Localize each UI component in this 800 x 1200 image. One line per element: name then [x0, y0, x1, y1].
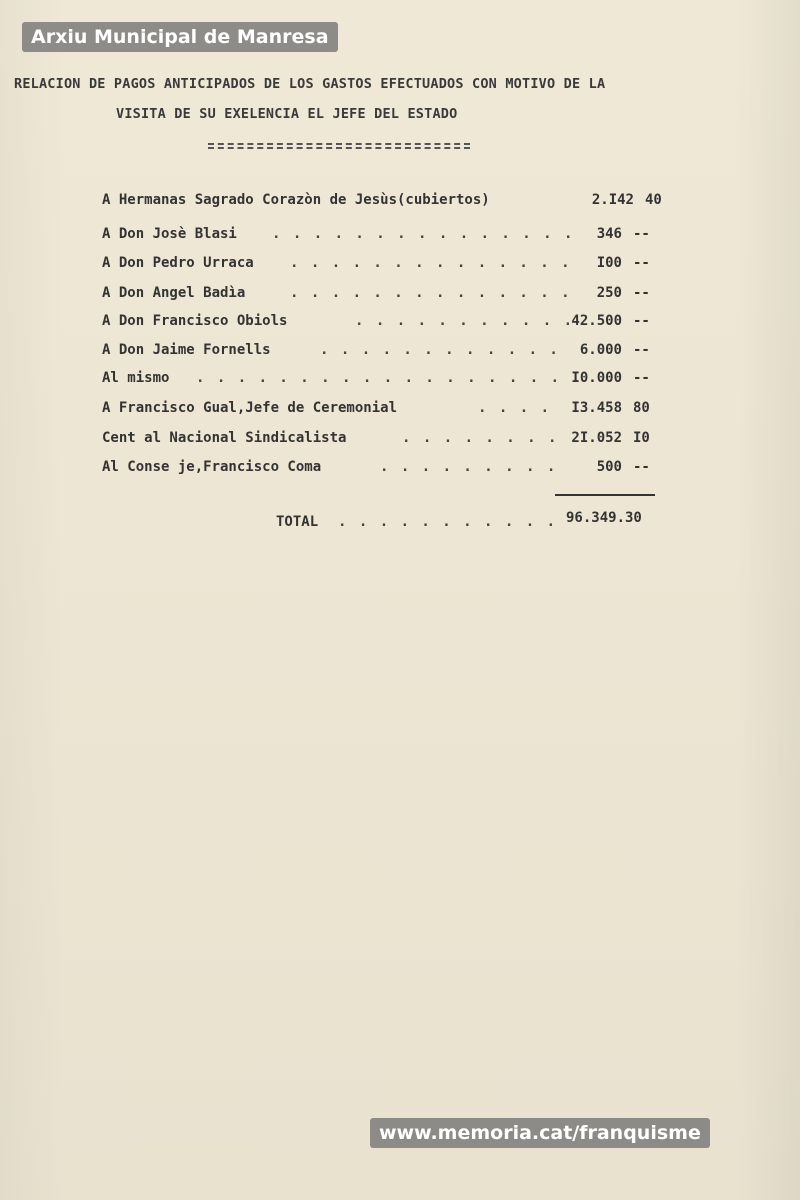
- website-watermark: www.memoria.cat/franquisme: [370, 1118, 710, 1148]
- payment-row: [0, 255, 800, 279]
- payment-amount: 250: [596, 285, 622, 301]
- total-label: TOTAL: [276, 514, 319, 530]
- payment-amount: 346: [596, 226, 622, 242]
- payment-recipient: A Francisco Gual,Jefe de Ceremonial: [102, 400, 398, 416]
- payment-amount: I0.000: [571, 370, 622, 386]
- title-underline: [208, 143, 470, 149]
- dot-leader: . . . .: [478, 400, 552, 416]
- payment-recipient: A Don Pedro Urraca: [102, 255, 254, 271]
- payment-amount: 500: [596, 459, 622, 475]
- total-amount: 96.349.30: [566, 510, 642, 526]
- payment-amount: I00: [596, 255, 622, 271]
- payment-cents: --: [633, 313, 650, 329]
- payment-row: [0, 313, 800, 337]
- payment-cents: 80: [633, 400, 650, 416]
- payment-cents: I0: [633, 430, 650, 446]
- payment-recipient: Al Conse je,Francisco Coma: [102, 459, 322, 475]
- payment-amount: 6.000: [579, 342, 622, 358]
- payment-cents: --: [633, 459, 650, 475]
- dot-leader: . . . . . . . .: [402, 430, 559, 446]
- dot-leader: . . . . . . . . . . .: [355, 313, 575, 329]
- payment-row: [0, 285, 800, 309]
- payment-recipient: Cent al Nacional Sindicalista: [102, 430, 347, 446]
- payment-amount: 42.500: [571, 313, 622, 329]
- payment-amount: I3.458: [571, 400, 622, 416]
- payment-row: [0, 342, 800, 366]
- payment-cents: --: [633, 370, 650, 386]
- dot-leader: . . . . . . . . . . . . . .: [290, 285, 572, 301]
- document-title-line-2: VISITA DE SU EXELENCIA EL JEFE DEL ESTADO: [116, 106, 458, 122]
- payment-recipient: A Don Francisco Obiols: [102, 313, 288, 329]
- payment-cents: --: [633, 226, 650, 242]
- payment-row: [0, 459, 800, 483]
- dot-leader: . . . . . . . . . . . . . . . . . . .: [196, 370, 582, 386]
- payment-recipient: Al mismo: [102, 370, 170, 386]
- dot-leader: . . . . . . . . . . . . . . .: [272, 226, 575, 242]
- payment-cents: --: [633, 342, 650, 358]
- payment-recipient: A Don Jaime Fornells: [102, 342, 271, 358]
- payment-amount: 2.I42: [591, 192, 634, 208]
- archive-watermark: Arxiu Municipal de Manresa: [22, 22, 338, 52]
- dot-leader: . . . . . . . . .: [380, 459, 558, 475]
- payment-cents: --: [633, 255, 650, 271]
- total-underline: [555, 494, 655, 496]
- payment-cents: 40: [645, 192, 662, 208]
- payment-row: [0, 370, 800, 394]
- payment-recipient: A Don Angel Badìa: [102, 285, 246, 301]
- payment-amount: 2I.052: [571, 430, 622, 446]
- payment-row: [0, 226, 800, 250]
- payment-recipient: A Don Josè Blasi: [102, 226, 237, 242]
- payment-cents: --: [633, 285, 650, 301]
- document-title-line-1: RELACION DE PAGOS ANTICIPADOS DE LOS GASTOS EFECTUADOS CON MOTIVO DE LA: [14, 76, 606, 92]
- payment-row: [0, 430, 800, 454]
- dot-leader: . . . . . . . . . . .: [338, 514, 558, 530]
- dot-leader: . . . . . . . . . . . .: [320, 342, 560, 358]
- payment-row: [0, 192, 800, 216]
- payment-row: [0, 400, 800, 424]
- dot-leader: . . . . . . . . . . . . . .: [290, 255, 572, 271]
- payment-recipient: A Hermanas Sagrado Corazòn de Jesùs(cubiertos): [102, 192, 490, 208]
